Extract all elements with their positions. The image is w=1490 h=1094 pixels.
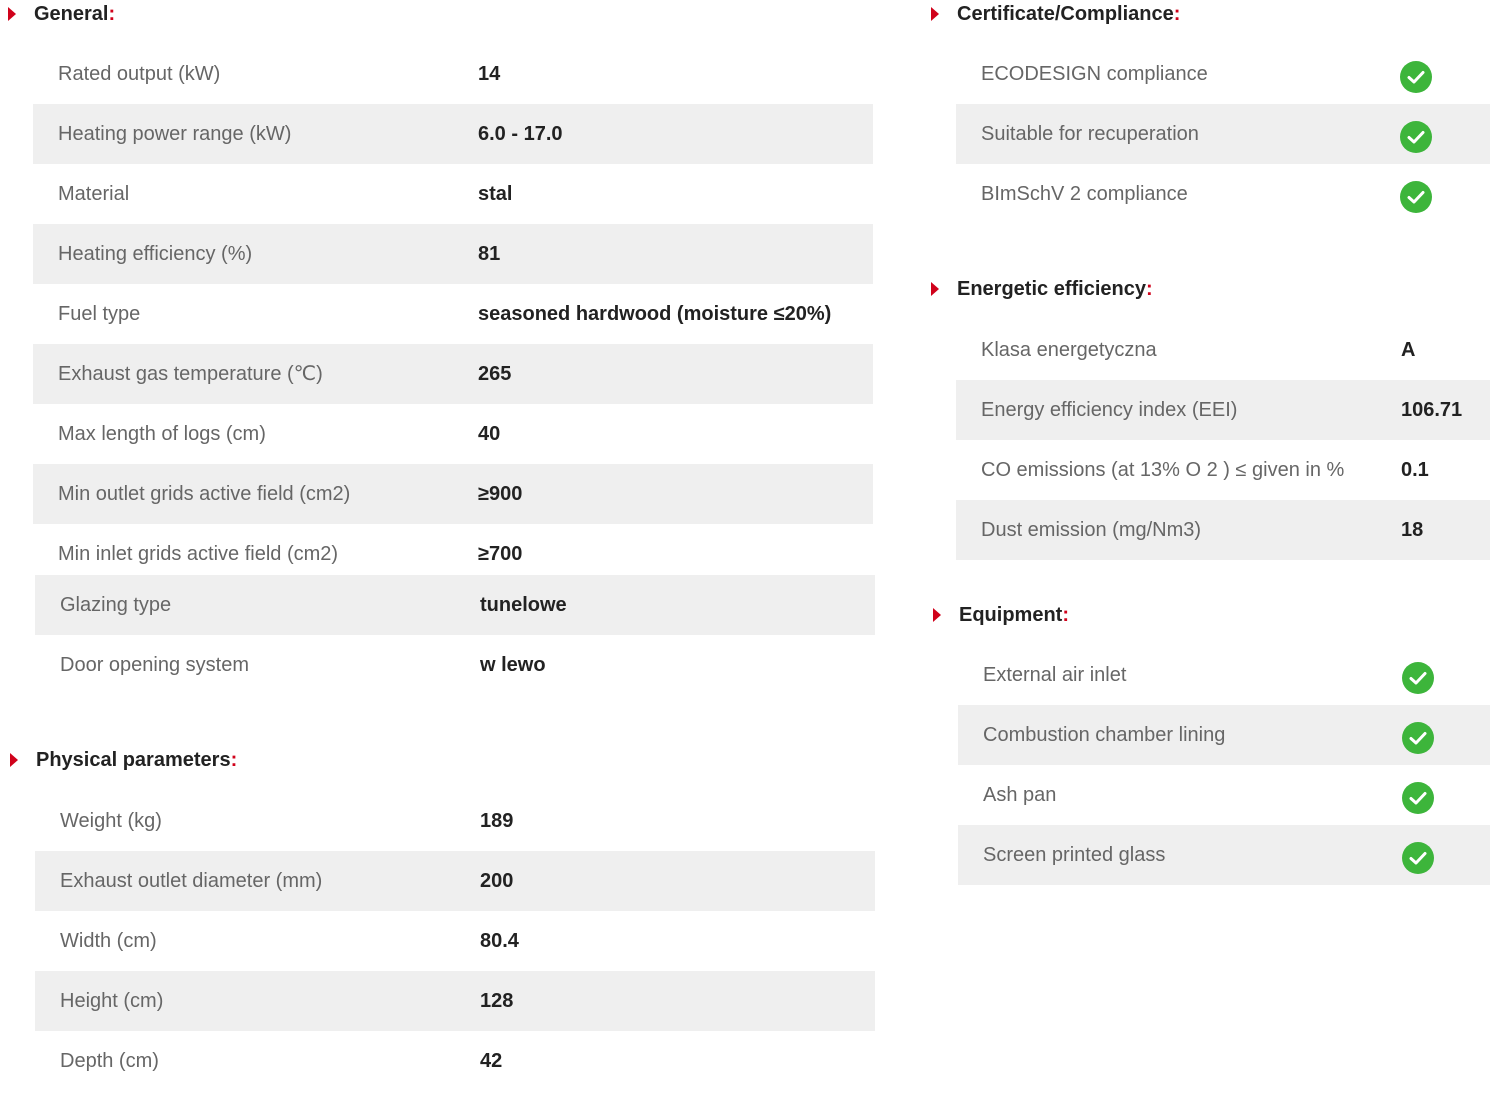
cert-row-ecodesign	[956, 44, 1490, 104]
spec-label: Glazing type	[60, 594, 172, 616]
check-circle-icon	[1402, 722, 1434, 754]
physical-heading: Physical parameters:	[10, 746, 310, 774]
spec-value: ≥700	[478, 543, 523, 565]
check-circle-icon	[1400, 61, 1432, 93]
check-circle-icon	[1402, 842, 1434, 874]
caret-right-icon	[931, 7, 939, 21]
spec-row-door-opening	[35, 635, 875, 695]
spec-label: Exhaust gas temperature (℃)	[58, 363, 323, 385]
spec-row-material	[33, 164, 873, 224]
energy-label: CO emissions (at 13% O 2 ) ≤ given in %	[981, 459, 1345, 481]
spec-label: Min inlet grids active field (cm2)	[58, 543, 339, 565]
energy-label: Dust emission (mg/Nm3)	[981, 519, 1202, 541]
certificate-rows	[956, 44, 1490, 224]
spec-value: 42	[480, 1050, 503, 1072]
spec-label: Heating efficiency (%)	[58, 243, 253, 265]
cert-row-recuperation	[956, 104, 1490, 164]
spec-value: 40	[478, 423, 501, 445]
equipment-label: Ash pan	[983, 784, 1057, 806]
energy-value: 106.71	[1401, 399, 1463, 421]
spec-value: stal	[478, 183, 513, 205]
spec-label: Width (cm)	[60, 930, 157, 952]
equipment-rows	[958, 645, 1490, 885]
spec-value: 81	[478, 243, 501, 265]
general-rows-cont	[35, 575, 875, 695]
spec-row-inlet-grids	[33, 524, 873, 576]
energy-value: 0.1	[1401, 459, 1429, 481]
energy-label: Klasa energetyczna	[981, 339, 1157, 361]
spec-row-heating-power-range	[33, 104, 873, 164]
energy-label: Energy efficiency index (EEI)	[981, 399, 1238, 421]
physical-rows	[35, 791, 875, 1091]
check-circle-icon	[1402, 782, 1434, 814]
cert-label: Suitable for recuperation	[981, 123, 1199, 145]
energy-value: 18	[1401, 519, 1424, 541]
spec-label: Height (cm)	[60, 990, 164, 1012]
spec-label: Door opening system	[60, 654, 249, 676]
caret-right-icon	[933, 608, 941, 622]
spec-value: 189	[480, 810, 514, 832]
check-circle-icon	[1400, 121, 1432, 153]
energy-row-dust-emission	[956, 500, 1490, 560]
spec-row-glazing-type	[35, 575, 875, 635]
equipment-row-chamber-lining	[958, 705, 1490, 765]
spec-row-height	[35, 971, 875, 1031]
spec-label: Depth (cm)	[60, 1050, 159, 1072]
equipment-heading: Equipment:	[933, 601, 1233, 629]
energetic-heading: Energetic efficiency:	[931, 275, 1231, 303]
spec-label: Rated output (kW)	[58, 63, 221, 85]
spec-row-heating-efficiency	[33, 224, 873, 284]
spec-label: Material	[58, 183, 130, 205]
cert-label: ECODESIGN compliance	[981, 63, 1208, 85]
spec-value: 128	[480, 990, 514, 1012]
spec-row-max-log-length	[33, 404, 873, 464]
spec-label: Fuel type	[58, 303, 141, 325]
check-circle-icon	[1402, 662, 1434, 694]
spec-value: 265	[478, 363, 512, 385]
spec-row-exhaust-outlet-diameter	[35, 851, 875, 911]
equipment-row-screen-printed-glass	[958, 825, 1490, 885]
spec-row-depth	[35, 1031, 875, 1091]
cert-label: BImSchV 2 compliance	[981, 183, 1188, 205]
spec-value: seasoned hardwood (moisture ≤20%)	[478, 303, 832, 325]
energy-row-co-emissions	[956, 440, 1490, 500]
caret-right-icon	[931, 282, 939, 296]
spec-value: 200	[480, 870, 514, 892]
general-rows	[33, 44, 873, 576]
spec-value: w lewo	[480, 654, 546, 676]
equipment-label: External air inlet	[983, 664, 1127, 686]
spec-row-rated-output	[33, 44, 873, 104]
spec-value: 6.0 - 17.0	[478, 123, 563, 145]
spec-label: Min outlet grids active field (cm2)	[58, 483, 351, 505]
caret-right-icon	[10, 753, 18, 767]
energetic-rows	[956, 320, 1490, 560]
spec-label: Weight (kg)	[60, 810, 162, 832]
equipment-row-external-air-inlet	[958, 645, 1490, 705]
spec-label: Exhaust outlet diameter (mm)	[60, 870, 323, 892]
spec-row-weight	[35, 791, 875, 851]
spec-value: ≥900	[478, 483, 523, 505]
spec-value: 80.4	[480, 930, 519, 952]
spec-row-fuel-type	[33, 284, 873, 344]
equipment-row-ash-pan	[958, 765, 1490, 825]
equipment-label: Combustion chamber lining	[983, 724, 1226, 746]
spec-label: Max length of logs (cm)	[58, 423, 266, 445]
spec-value: 14	[478, 63, 501, 85]
general-heading: General:	[8, 0, 208, 28]
spec-row-outlet-grids	[33, 464, 873, 524]
equipment-label: Screen printed glass	[983, 844, 1166, 866]
check-circle-icon	[1400, 181, 1432, 213]
spec-row-exhaust-gas-temperature	[33, 344, 873, 404]
caret-right-icon	[8, 7, 16, 21]
energy-row-class	[956, 320, 1490, 380]
energy-row-eei	[956, 380, 1490, 440]
spec-value: tunelowe	[480, 594, 567, 616]
spec-row-width	[35, 911, 875, 971]
cert-row-bimschv	[956, 164, 1490, 224]
certificate-heading: Certificate/Compliance:	[931, 0, 1231, 28]
energy-value: A	[1401, 339, 1416, 361]
spec-label: Heating power range (kW)	[58, 123, 292, 145]
